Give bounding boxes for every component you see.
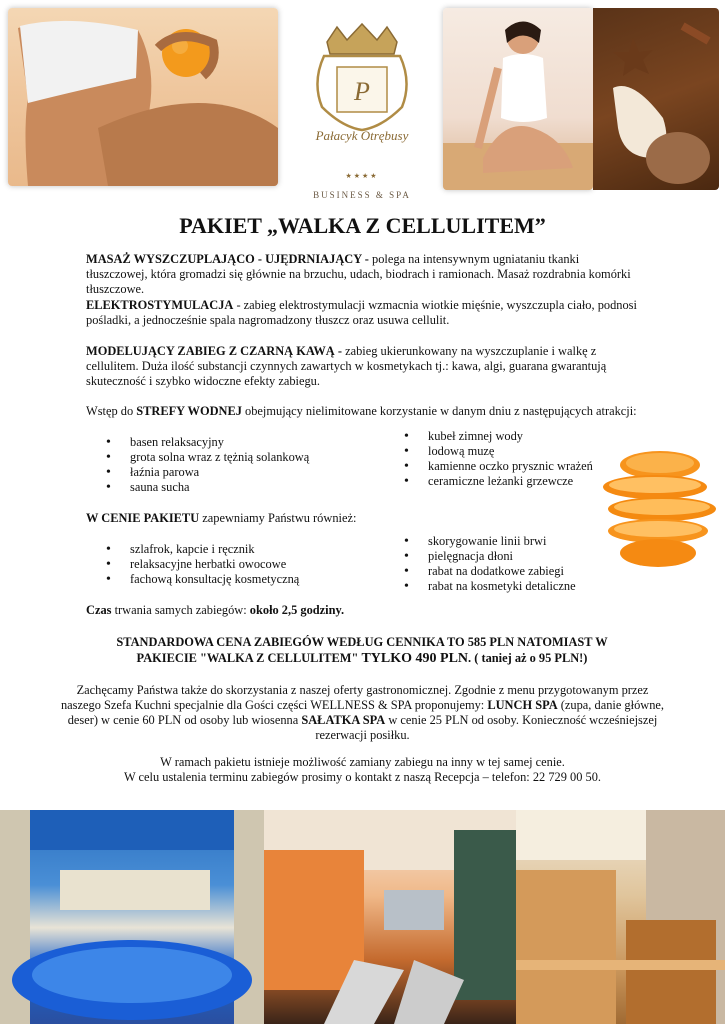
cocoa-spice-photo xyxy=(593,8,719,190)
electrostim-heading: ELEKTROSTYMULACJA xyxy=(86,298,234,312)
salt-cave-photo xyxy=(264,810,516,1024)
water-list-right xyxy=(404,429,604,489)
sauna-illustration xyxy=(516,810,725,1024)
list-item: • ceramiczne leżanki grzewcze xyxy=(404,474,604,489)
salt-cave-illustration xyxy=(264,810,516,1024)
legs-orange-illustration xyxy=(8,8,278,186)
water-zone-pre: Wstęp do xyxy=(86,404,137,418)
palacyk-logo xyxy=(292,22,432,200)
woman-towel-illustration xyxy=(443,8,593,190)
package-intro-text: zapewniamy Państwu również: xyxy=(199,511,357,525)
lunch-spa: LUNCH SPA xyxy=(487,698,558,712)
massage-section xyxy=(86,252,638,297)
list-item: • kamienne oczko prysznic wrażeń xyxy=(404,459,604,474)
package-list-left xyxy=(106,542,366,587)
pool-photo xyxy=(0,810,264,1024)
orange-slices-icon xyxy=(600,447,720,572)
list-item: • basen relaksacyjny xyxy=(106,435,366,450)
svg-text:P: P xyxy=(354,77,370,106)
contact-line-2: W celu ustalenia terminu zabiegów prosimy o kontakt z naszą Recepcja – telefon: 22 729 00 50. xyxy=(123,770,601,784)
logo-subtitle: BUSINESS & SPA xyxy=(313,190,411,200)
gastro-text-3: w cenie 25 PLN od osoby. Konieczność wcześniejszej rezerwacji posiłku. xyxy=(315,713,658,742)
massage-heading: MASAŻ WYSZCZUPLAJĄCO - UJĘDRNIAJĄCY - xyxy=(86,252,369,266)
electrostim-text: - zabieg elektrostymulacji wzmacnia wiotkie mięśnie, wyszczupla ciało, podnosi pośladki, a jednocześnie spala nagromadzony tłuszcz oraz usuwa cellulit. xyxy=(86,298,637,327)
price-highlight: TYLKO 490 PLN xyxy=(361,651,469,666)
list-item: • skorygowanie linii brwi xyxy=(404,534,599,549)
legs-orange-photo xyxy=(8,8,278,186)
gastro-text-1: Zachęcamy Państwa także do skorzystania z naszej oferty gastronomicznej. Zgodnie z menu przygotowanym przez naszego Szefa Kuchni specjalnie dla Gości części WELLNESS & SPA proponujemy: xyxy=(60,683,649,712)
page-title: PAKIET „WALKA Z CELLULITEM” xyxy=(179,213,546,238)
list-item: • łaźnia parowa xyxy=(106,465,366,480)
massage-text: polega na intensywnym ugniataniu tkanki tłuszczowej, która gromadzi się głównie na brzuchu, udach, biodrach i ramionach. Masaż rozdrabnia komórki tłuszczowe. xyxy=(86,252,631,296)
gastro-text-2: (zupa, danie główne, deser) w cenie 60 PLN od osoby lub wiosenna xyxy=(67,698,665,727)
electrostim-section xyxy=(86,298,638,328)
duration-label: Czas xyxy=(86,603,112,617)
coffee-section xyxy=(86,344,638,389)
sauna-photo xyxy=(516,810,725,1024)
spice-illustration xyxy=(593,8,719,190)
package-intro-bold: W CENIE PAKIETU xyxy=(86,511,200,525)
salad-spa: SAŁATKA SPA xyxy=(301,713,386,727)
list-item: • rabat na dodatkowe zabiegi xyxy=(404,564,599,579)
water-zone-bold: STREFY WODNEJ xyxy=(136,404,242,418)
package-list-right xyxy=(404,534,599,594)
coffee-text: zabieg ukierunkowany na wyszczuplanie i walkę z cellulitem. Duża ilość substancji czynnych zawartych w kosmetykach tj.: kawa, algi, guarana gwarantują skuteczność i szybko widoczne efekty zabiegu. xyxy=(86,344,607,388)
crown-crest-icon xyxy=(292,22,432,132)
list-item: • relaksacyjne herbatki owocowe xyxy=(106,557,366,572)
list-item: • pielęgnacja dłoni xyxy=(404,549,599,564)
price-line-2-pre: PAKIECIE "WALKA Z CELLULITEM" xyxy=(136,651,362,665)
list-item: • lodową muzę xyxy=(404,444,604,459)
duration-line xyxy=(86,603,638,618)
gastro-offer xyxy=(60,683,665,743)
water-zone-intro xyxy=(86,404,638,419)
package-intro xyxy=(86,511,638,526)
water-zone-post: obejmujący nielimitowane korzystanie w danym dniu z następujących atrakcji: xyxy=(241,404,637,418)
spa-woman-photo xyxy=(443,8,593,190)
price-block xyxy=(86,634,638,667)
list-item: • grota solna wraz z tężnią solankową xyxy=(106,450,366,465)
duration-text: trwania samych zabiegów: xyxy=(111,603,250,617)
list-item: • sauna sucha xyxy=(106,480,366,495)
list-item: • fachową konsultację kosmetyczną xyxy=(106,572,366,587)
water-list-left xyxy=(106,435,366,495)
list-item: • rabat na kosmetyki detaliczne xyxy=(404,579,599,594)
logo-stars: ★★★★ xyxy=(345,172,379,180)
contact-line-1: W ramach pakietu istnieje możliwość zamiany zabiegu na inny w tej samej cenie. xyxy=(160,755,565,769)
logo-script-name: Pałacyk Otrębusy xyxy=(315,128,409,143)
pool-illustration xyxy=(0,810,264,1024)
price-line-2-post: . ( taniej aż o 95 PLN!) xyxy=(468,651,588,665)
list-item: • kubeł zimnej wody xyxy=(404,429,604,444)
price-line-1: STANDARDOWA CENA ZABIEGÓW WEDŁUG CENNIKA TO 585 PLN NATOMIAST W xyxy=(116,635,608,649)
duration-value: około 2,5 godziny. xyxy=(249,603,345,617)
coffee-heading: MODELUJĄCY ZABIEG Z CZARNĄ KAWĄ - xyxy=(86,344,342,358)
contact-info xyxy=(60,755,665,785)
list-item: • szlafrok, kapcie i ręcznik xyxy=(106,542,366,557)
price-line-2 xyxy=(86,650,638,667)
